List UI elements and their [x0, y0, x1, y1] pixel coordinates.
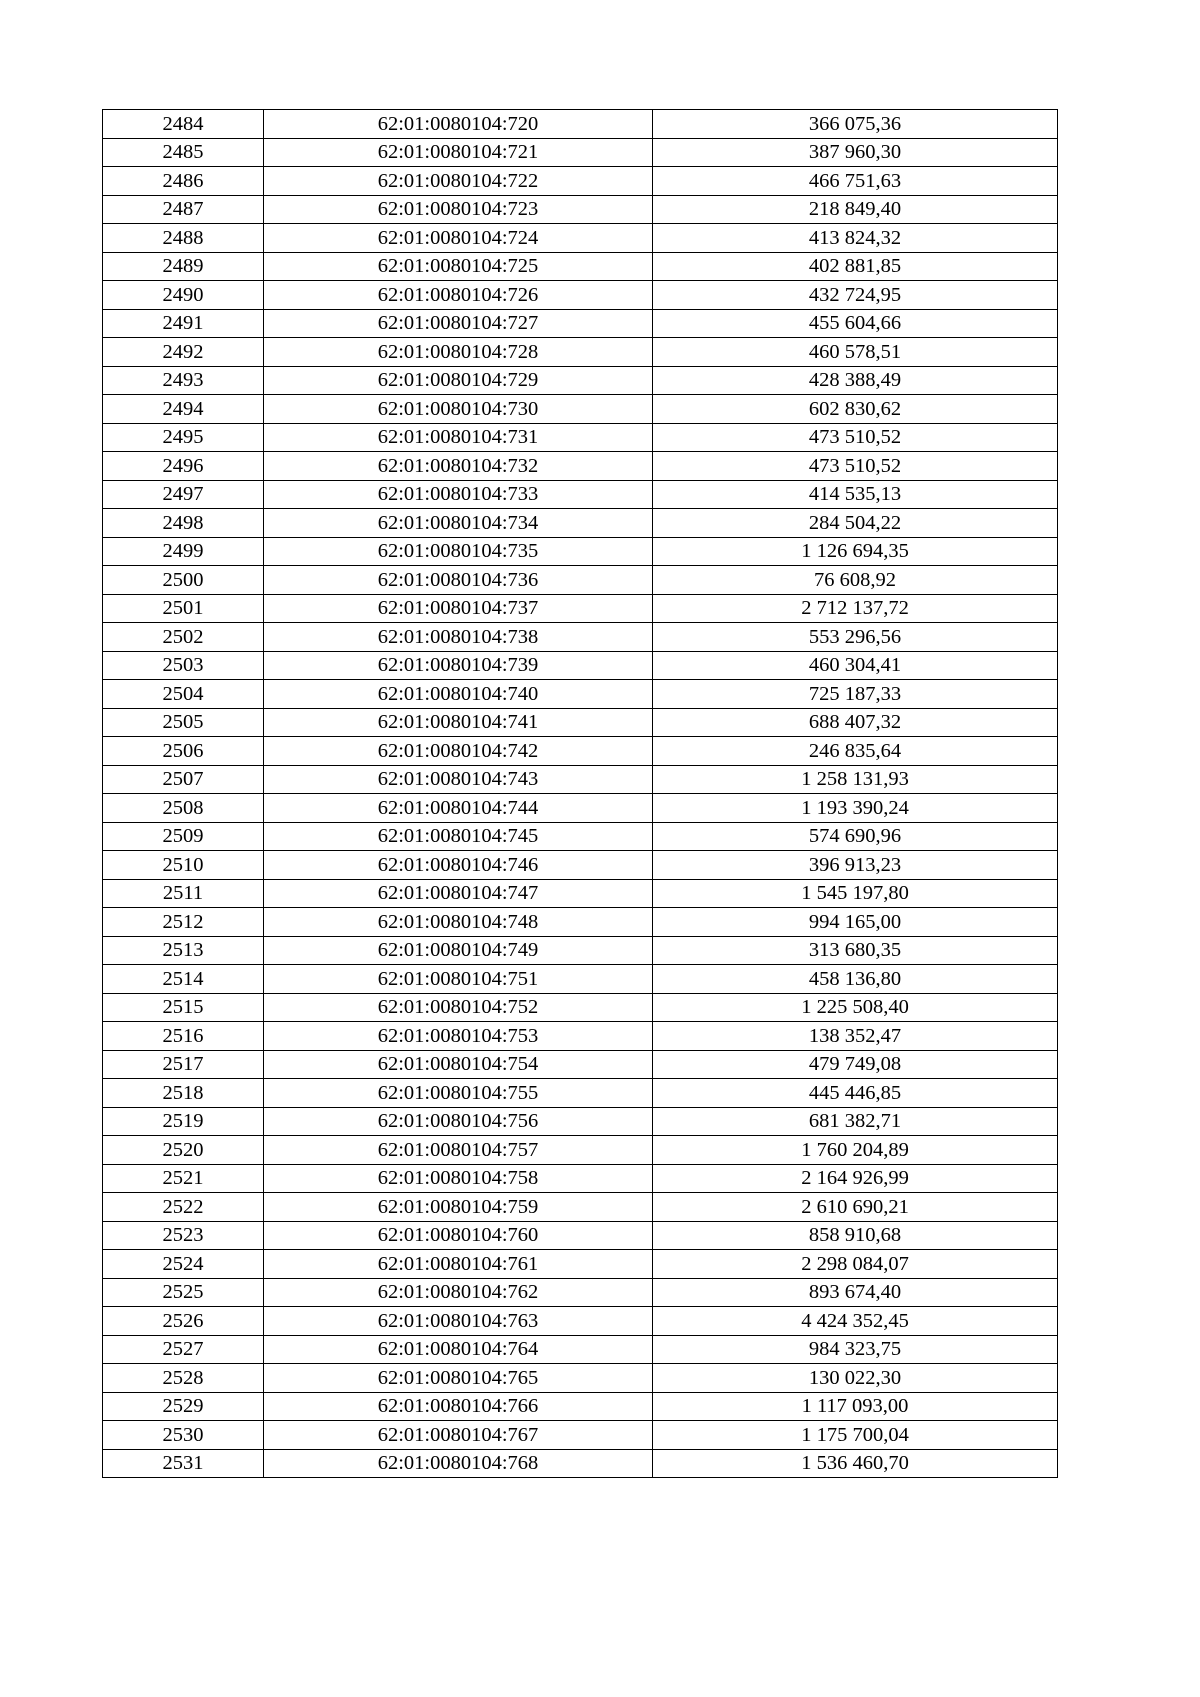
value-cell: 428 388,49 — [653, 366, 1058, 395]
table-row — [103, 338, 1058, 367]
table-row — [103, 281, 1058, 310]
row-number-cell: 2492 — [103, 338, 264, 367]
value-cell: 602 830,62 — [653, 395, 1058, 424]
table-row — [103, 851, 1058, 880]
row-number-cell: 2519 — [103, 1107, 264, 1136]
cadastral-number-cell: 62:01:0080104:749 — [264, 936, 653, 965]
value-cell: 458 136,80 — [653, 965, 1058, 994]
value-cell: 402 881,85 — [653, 252, 1058, 281]
cadastral-number-cell: 62:01:0080104:737 — [264, 594, 653, 623]
row-number-cell: 2511 — [103, 879, 264, 908]
table-row — [103, 366, 1058, 395]
value-cell: 4 424 352,45 — [653, 1307, 1058, 1336]
cadastral-number-cell: 62:01:0080104:752 — [264, 993, 653, 1022]
row-number-cell: 2513 — [103, 936, 264, 965]
table-row — [103, 138, 1058, 167]
table-row — [103, 594, 1058, 623]
table-row — [103, 1136, 1058, 1165]
cadastral-number-cell: 62:01:0080104:768 — [264, 1449, 653, 1478]
value-cell: 414 535,13 — [653, 480, 1058, 509]
value-cell: 1 193 390,24 — [653, 794, 1058, 823]
value-cell: 460 578,51 — [653, 338, 1058, 367]
table-row — [103, 1221, 1058, 1250]
cadastral-number-cell: 62:01:0080104:736 — [264, 566, 653, 595]
row-number-cell: 2514 — [103, 965, 264, 994]
value-cell: 473 510,52 — [653, 423, 1058, 452]
value-cell: 893 674,40 — [653, 1278, 1058, 1307]
cadastral-number-cell: 62:01:0080104:751 — [264, 965, 653, 994]
cadastral-number-cell: 62:01:0080104:742 — [264, 737, 653, 766]
row-number-cell: 2518 — [103, 1079, 264, 1108]
cadastral-number-cell: 62:01:0080104:759 — [264, 1193, 653, 1222]
row-number-cell: 2517 — [103, 1050, 264, 1079]
cadastral-number-cell: 62:01:0080104:744 — [264, 794, 653, 823]
cadastral-number-cell: 62:01:0080104:745 — [264, 822, 653, 851]
value-cell: 1 117 093,00 — [653, 1392, 1058, 1421]
value-cell: 455 604,66 — [653, 309, 1058, 338]
cadastral-number-cell: 62:01:0080104:738 — [264, 623, 653, 652]
row-number-cell: 2505 — [103, 708, 264, 737]
cadastral-number-cell: 62:01:0080104:757 — [264, 1136, 653, 1165]
table-row — [103, 651, 1058, 680]
cadastral-number-cell: 62:01:0080104:723 — [264, 195, 653, 224]
table-row — [103, 765, 1058, 794]
value-cell: 432 724,95 — [653, 281, 1058, 310]
value-cell: 396 913,23 — [653, 851, 1058, 880]
value-cell: 284 504,22 — [653, 509, 1058, 538]
cadastral-number-cell: 62:01:0080104:740 — [264, 680, 653, 709]
cadastral-number-cell: 62:01:0080104:732 — [264, 452, 653, 481]
table-row — [103, 623, 1058, 652]
row-number-cell: 2494 — [103, 395, 264, 424]
value-cell: 574 690,96 — [653, 822, 1058, 851]
value-cell: 466 751,63 — [653, 167, 1058, 196]
row-number-cell: 2491 — [103, 309, 264, 338]
value-cell: 1 760 204,89 — [653, 1136, 1058, 1165]
table-row — [103, 480, 1058, 509]
row-number-cell: 2498 — [103, 509, 264, 538]
row-number-cell: 2496 — [103, 452, 264, 481]
table-row — [103, 794, 1058, 823]
cadastral-number-cell: 62:01:0080104:731 — [264, 423, 653, 452]
table-row — [103, 1335, 1058, 1364]
table-row — [103, 195, 1058, 224]
row-number-cell: 2529 — [103, 1392, 264, 1421]
value-cell: 1 225 508,40 — [653, 993, 1058, 1022]
row-number-cell: 2506 — [103, 737, 264, 766]
table-row — [103, 1278, 1058, 1307]
row-number-cell: 2531 — [103, 1449, 264, 1478]
value-cell: 994 165,00 — [653, 908, 1058, 937]
value-cell: 2 712 137,72 — [653, 594, 1058, 623]
row-number-cell: 2497 — [103, 480, 264, 509]
value-cell: 218 849,40 — [653, 195, 1058, 224]
table-row — [103, 224, 1058, 253]
row-number-cell: 2485 — [103, 138, 264, 167]
table-row — [103, 965, 1058, 994]
row-number-cell: 2524 — [103, 1250, 264, 1279]
value-cell: 246 835,64 — [653, 737, 1058, 766]
row-number-cell: 2484 — [103, 110, 264, 139]
value-cell: 413 824,32 — [653, 224, 1058, 253]
value-cell: 460 304,41 — [653, 651, 1058, 680]
value-cell: 2 610 690,21 — [653, 1193, 1058, 1222]
table-row — [103, 1364, 1058, 1393]
table-row — [103, 936, 1058, 965]
table-row — [103, 737, 1058, 766]
cadastral-number-cell: 62:01:0080104:753 — [264, 1022, 653, 1051]
value-cell: 313 680,35 — [653, 936, 1058, 965]
cadastral-number-cell: 62:01:0080104:722 — [264, 167, 653, 196]
value-cell: 1 126 694,35 — [653, 537, 1058, 566]
row-number-cell: 2522 — [103, 1193, 264, 1222]
table-row — [103, 1449, 1058, 1478]
row-number-cell: 2520 — [103, 1136, 264, 1165]
table-row — [103, 252, 1058, 281]
table-row — [103, 110, 1058, 139]
value-cell: 138 352,47 — [653, 1022, 1058, 1051]
cadastral-number-cell: 62:01:0080104:765 — [264, 1364, 653, 1393]
row-number-cell: 2510 — [103, 851, 264, 880]
cadastral-number-cell: 62:01:0080104:743 — [264, 765, 653, 794]
value-cell: 473 510,52 — [653, 452, 1058, 481]
cadastral-number-cell: 62:01:0080104:756 — [264, 1107, 653, 1136]
table-row — [103, 1250, 1058, 1279]
table-row — [103, 708, 1058, 737]
table-row — [103, 537, 1058, 566]
table-body — [103, 110, 1058, 1478]
cadastral-number-cell: 62:01:0080104:767 — [264, 1421, 653, 1450]
value-cell: 366 075,36 — [653, 110, 1058, 139]
table-row — [103, 1164, 1058, 1193]
cadastral-value-table — [102, 109, 1058, 1478]
value-cell: 1 258 131,93 — [653, 765, 1058, 794]
table-row — [103, 395, 1058, 424]
table-row — [103, 908, 1058, 937]
row-number-cell: 2530 — [103, 1421, 264, 1450]
cadastral-number-cell: 62:01:0080104:754 — [264, 1050, 653, 1079]
value-cell: 387 960,30 — [653, 138, 1058, 167]
cadastral-number-cell: 62:01:0080104:762 — [264, 1278, 653, 1307]
table-row — [103, 1421, 1058, 1450]
cadastral-number-cell: 62:01:0080104:724 — [264, 224, 653, 253]
value-cell: 1 175 700,04 — [653, 1421, 1058, 1450]
table-row — [103, 993, 1058, 1022]
value-cell: 1 536 460,70 — [653, 1449, 1058, 1478]
cadastral-number-cell: 62:01:0080104:720 — [264, 110, 653, 139]
row-number-cell: 2500 — [103, 566, 264, 595]
value-cell: 2 164 926,99 — [653, 1164, 1058, 1193]
row-number-cell: 2521 — [103, 1164, 264, 1193]
row-number-cell: 2525 — [103, 1278, 264, 1307]
row-number-cell: 2508 — [103, 794, 264, 823]
cadastral-number-cell: 62:01:0080104:729 — [264, 366, 653, 395]
row-number-cell: 2523 — [103, 1221, 264, 1250]
value-cell: 479 749,08 — [653, 1050, 1058, 1079]
table-row — [103, 423, 1058, 452]
cadastral-number-cell: 62:01:0080104:761 — [264, 1250, 653, 1279]
table-row — [103, 1392, 1058, 1421]
table-row — [103, 1022, 1058, 1051]
row-number-cell: 2488 — [103, 224, 264, 253]
cadastral-number-cell: 62:01:0080104:755 — [264, 1079, 653, 1108]
row-number-cell: 2495 — [103, 423, 264, 452]
cadastral-number-cell: 62:01:0080104:741 — [264, 708, 653, 737]
cadastral-number-cell: 62:01:0080104:735 — [264, 537, 653, 566]
table-row — [103, 1050, 1058, 1079]
cadastral-number-cell: 62:01:0080104:748 — [264, 908, 653, 937]
value-cell: 76 608,92 — [653, 566, 1058, 595]
value-cell: 553 296,56 — [653, 623, 1058, 652]
row-number-cell: 2499 — [103, 537, 264, 566]
table-row — [103, 452, 1058, 481]
table-row — [103, 680, 1058, 709]
value-cell: 1 545 197,80 — [653, 879, 1058, 908]
value-cell: 725 187,33 — [653, 680, 1058, 709]
cadastral-number-cell: 62:01:0080104:726 — [264, 281, 653, 310]
cadastral-number-cell: 62:01:0080104:739 — [264, 651, 653, 680]
table-row — [103, 1079, 1058, 1108]
cadastral-number-cell: 62:01:0080104:760 — [264, 1221, 653, 1250]
row-number-cell: 2501 — [103, 594, 264, 623]
row-number-cell: 2528 — [103, 1364, 264, 1393]
table-row — [103, 309, 1058, 338]
value-cell: 2 298 084,07 — [653, 1250, 1058, 1279]
row-number-cell: 2515 — [103, 993, 264, 1022]
row-number-cell: 2502 — [103, 623, 264, 652]
value-cell: 858 910,68 — [653, 1221, 1058, 1250]
cadastral-number-cell: 62:01:0080104:766 — [264, 1392, 653, 1421]
row-number-cell: 2512 — [103, 908, 264, 937]
table-row — [103, 566, 1058, 595]
table-row — [103, 1307, 1058, 1336]
cadastral-number-cell: 62:01:0080104:725 — [264, 252, 653, 281]
value-cell: 130 022,30 — [653, 1364, 1058, 1393]
cadastral-number-cell: 62:01:0080104:747 — [264, 879, 653, 908]
row-number-cell: 2503 — [103, 651, 264, 680]
row-number-cell: 2526 — [103, 1307, 264, 1336]
value-cell: 681 382,71 — [653, 1107, 1058, 1136]
value-cell: 445 446,85 — [653, 1079, 1058, 1108]
table-row — [103, 509, 1058, 538]
table-row — [103, 822, 1058, 851]
table-row — [103, 1107, 1058, 1136]
cadastral-number-cell: 62:01:0080104:733 — [264, 480, 653, 509]
row-number-cell: 2527 — [103, 1335, 264, 1364]
table-row — [103, 167, 1058, 196]
cadastral-number-cell: 62:01:0080104:730 — [264, 395, 653, 424]
row-number-cell: 2487 — [103, 195, 264, 224]
cadastral-number-cell: 62:01:0080104:758 — [264, 1164, 653, 1193]
row-number-cell: 2507 — [103, 765, 264, 794]
row-number-cell: 2489 — [103, 252, 264, 281]
value-cell: 688 407,32 — [653, 708, 1058, 737]
cadastral-number-cell: 62:01:0080104:734 — [264, 509, 653, 538]
cadastral-number-cell: 62:01:0080104:764 — [264, 1335, 653, 1364]
cadastral-number-cell: 62:01:0080104:763 — [264, 1307, 653, 1336]
table-row — [103, 1193, 1058, 1222]
cadastral-number-cell: 62:01:0080104:746 — [264, 851, 653, 880]
table-row — [103, 879, 1058, 908]
row-number-cell: 2486 — [103, 167, 264, 196]
row-number-cell: 2493 — [103, 366, 264, 395]
cadastral-number-cell: 62:01:0080104:728 — [264, 338, 653, 367]
row-number-cell: 2490 — [103, 281, 264, 310]
row-number-cell: 2516 — [103, 1022, 264, 1051]
cadastral-number-cell: 62:01:0080104:721 — [264, 138, 653, 167]
row-number-cell: 2504 — [103, 680, 264, 709]
row-number-cell: 2509 — [103, 822, 264, 851]
cadastral-number-cell: 62:01:0080104:727 — [264, 309, 653, 338]
value-cell: 984 323,75 — [653, 1335, 1058, 1364]
